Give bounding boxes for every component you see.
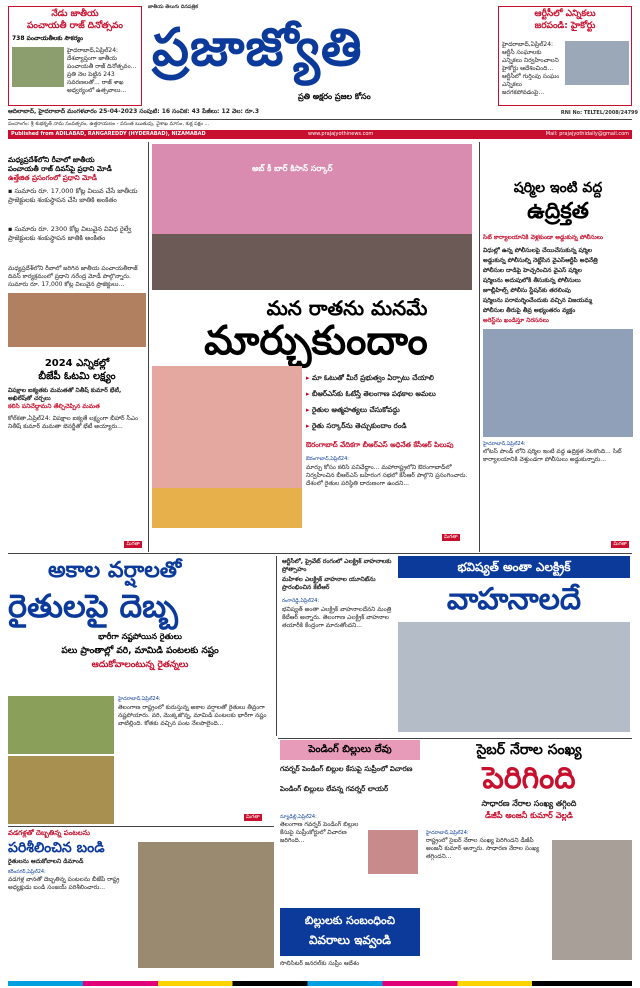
bandi-body: వడగళ్ల వానతో దెబ్బతిన్న పంటలను బీజేపీ రాష్ట్ర అధ్యక్షుడు బండి సంజయ్ పరిశీలించారు... — [8, 876, 120, 891]
ev-head1: భవిష్యత్ అంతా ఎలక్ట్రిక్ — [457, 560, 571, 574]
right-col — [483, 142, 633, 552]
ev-photo — [398, 622, 630, 732]
left-sub2: విపక్షాల ఐక్యతకు మమతతో నితీష్ కుమార్ భేటీ, అఖిలేష్‌తో చర్చలు — [8, 387, 122, 402]
vdivider-mid — [276, 556, 277, 736]
divider-mid — [8, 553, 632, 554]
center-bullet-4: ▸ రైతు సర్కార్‌ను తెచ్చుకుందాం రండి — [306, 418, 476, 434]
cyber-box — [426, 740, 632, 980]
divider-lower — [278, 738, 632, 739]
center-body: మార్చు కోసం కలిసి పనిచేద్దాం... మహారాష్ట్రలోని ఔరంగాబాద్‌లో నిర్వహించిన బీఆర్ఎస్ బహిరంగ సభలో కేసీఆర్ పాల్గొని ప్రసంగించారు. దేశంలో రైతుల పరిస్థితి దారుణంగా ఉందని... — [306, 464, 468, 487]
rain-more-tag[interactable]: మిగతా — [246, 814, 260, 820]
left-head2b: బీజేపీ ఓటమి లక్ష్యం — [38, 371, 116, 382]
bandi-sub: రైతులను ఆదుకోవాలని డిమాండ్ — [8, 858, 84, 865]
rain-photo-1 — [8, 696, 114, 754]
right-caption: అరెస్ట్‌ను ఖండిస్తూ నిరసనలు — [483, 317, 549, 324]
left-bullet-1: ▪ సుమారు రూ. 17,000 కోట్ల విలువ చేసే జాతీయ ప్రాజెక్టులకు శంకుస్థాపన చేసి జాతికి అంకితం — [8, 187, 146, 223]
masthead-logo: ప్రజాజ్యోతి — [152, 17, 363, 78]
corner-left-box — [8, 6, 142, 106]
right-line-3: పోలీసుల దాడిపై హెచ్చరించిన వైఎస్ షర్మిల — [483, 267, 582, 274]
bills-head1: బిల్లులకు సంబంధించి — [304, 914, 396, 927]
cyber-sub: సాధారణ నేరాల సంఖ్య తగ్గింది — [481, 799, 577, 808]
right-body: లోటస్ పాండ్ లోని షర్మిల ఇంటి వద్ద ఉద్రిక్తత నెలకొంది... సిట్ కార్యాలయానికి వెళ్తుండగా పోలీసులు అడ్డుకున్నారు... — [483, 448, 622, 463]
corner-right-photo — [565, 41, 629, 85]
pending-head-box — [280, 740, 420, 760]
masthead-tagline-bottom: ప్రతి అక్షరం ప్రజల కోసం — [298, 92, 371, 101]
center-bullet-1: ▸ మా ఓటుతో మీరే ప్రభుత్వం ఏర్పాటు చేయాలి — [306, 370, 476, 386]
ev-side2: మహిళల ఎలక్ట్రిక్ వాహనాల యూనిట్‌ను ప్రారంభించిన కేటీఆర్ — [282, 576, 376, 591]
vdivider-left — [148, 142, 149, 552]
right-head1: షర్మిల ఇంటి వద్ద — [513, 180, 603, 196]
corner-left-title1: నేడు జాతీయ — [51, 9, 99, 19]
center-headline2: మార్చుకుందాం — [204, 318, 428, 364]
rain-dateline: హైదరాబాద్‌,ఏప్రిల్24: — [118, 696, 161, 702]
masthead — [148, 4, 492, 108]
pending-body: తెలంగాణ గవర్నర్ పెండింగ్ బిల్లుల కేసుపై సుప్రీంకోర్టులో విచారణ జరిగింది... — [280, 821, 359, 844]
pending-sub2: పెండింగ్ బిల్లులు లేవన్న గవర్నర్ లాయర్ — [280, 785, 389, 793]
divider-bottom-left — [8, 826, 274, 827]
right-more-tag[interactable]: మిగతా — [613, 541, 627, 547]
left-head1: మధ్యప్రదేశ్‌లోని రీవాలో జాతీయ — [8, 156, 95, 164]
published-bar — [8, 130, 632, 139]
panchangam-line: పంచాంగం: శ్రీ శుభకృత్ నామ సంవత్సరం, ఉత్తరాయణం - వసంత ఋతువు, వైశాఖ మాసం, శుక్ల పక్షం ... — [8, 121, 210, 127]
ev-dateline: రంగారెడ్డి,ఏప్రిల్24: — [282, 598, 320, 604]
right-line-7: పోలీసుల తీరుపై తీవ్ర అభ్యంతరం వ్యక్తం — [483, 307, 576, 314]
right-line-5: జూబ్లీహిల్స్ పోలీసు స్టేషన్‌కు తరలింపు — [483, 287, 571, 294]
bandi-dateline: కరీంనగర్,ఏప్రిల్24: — [8, 869, 46, 875]
corner-right-title1: ఆర్టీసీలో ఎన్నికలు — [534, 9, 596, 19]
ev-body: భవిష్యత్ అంతా ఎలక్ట్రిక్ వాహనాలదేనని మంత్రి కేటీఆర్ అన్నారు. తెలంగాణ ఎలక్ట్రిక్ వాహనాల తయారీకి కేంద్రంగా మారుతోందని... — [282, 606, 392, 629]
left-body2: కోల్‌కతా,ఏప్రిల్24: విపక్షాల ఐక్యతే లక్ష్యంగా బీహార్ సీఎం నితీష్ కుమార్ మమతా బెనర్జీతో భేటీ అయ్యారు... — [8, 415, 139, 430]
right-sub: సిట్ కార్యాలయానికి వెళ్లకుండా అడ్డుకున్న పోలీసులు — [483, 234, 603, 241]
color-strip — [8, 981, 632, 986]
email-text[interactable]: Mail: prajajyothidaily@gmail.com — [545, 131, 629, 137]
left-head3: ఉత్తేజిత ప్రసంగంలో ప్రధాని మోడీ — [8, 174, 97, 182]
divider-top — [8, 119, 632, 120]
left-sub2b: కలిసి పనిచేద్దామని తేల్చిచెప్పిన మమత — [8, 403, 100, 410]
right-line-1: విధుల్లో ఉన్న పోలీసులపై చేయిచేసుకున్న షర్మిల — [483, 247, 592, 254]
rain-head2: రైతులపై దెబ్బ — [8, 587, 178, 625]
center-kcr-photo — [152, 366, 302, 528]
pending-box — [280, 740, 420, 980]
cyber-sub2: డీజీపీ అంజనీ కుమార్ వెల్లడి — [485, 811, 573, 820]
bandi-head: పరిశీలించిన బండి — [8, 840, 105, 856]
center-banner-text: అబ్ కీ బార్ కిసాన్ సర్కార్ — [252, 164, 333, 173]
info-bar — [8, 108, 498, 118]
left-head2: పంచాయతీ రాజ్ దివస్‌పై ప్రధాని మోడీ — [8, 165, 112, 173]
corner-left-photo — [12, 47, 64, 87]
corner-left-body: హైదరాబాద్,ఏప్రిల్24: దేశవ్యాప్తంగా జాతీయ పంచాయతీ రాజ్ దినోత్సవం... ప్రతి నెల పెట్టిన 243 సవరణలతో... రాజ్ శాఖ అధ్వర్యంలో ఉత్సవాలు... — [67, 47, 137, 94]
pending-sub: గవర్నర్ పెండింగ్ బిల్లుల కేసుపై సుప్రీంలో విచారణ — [280, 765, 413, 773]
bills-sub: సొలిసిటర్ జనరల్‌కు సుప్రీం ఆదేశం — [280, 960, 360, 967]
right-photo-sharmila — [483, 329, 633, 437]
ev-story — [280, 556, 632, 736]
rain-sub1: భారీగా నష్టపోయిన రైతులు — [98, 632, 182, 641]
center-banner-crowd — [152, 234, 472, 290]
corner-right-body: హైదరాబాద్,ఏప్రిల్24: ఆర్టీసీ సంఘాలకు ఎన్నికలు నిర్వహించాలని హైకోర్టు ఆదేశించింది... ఆర్టీసీలో గుర్తింపు సంఘం ఎన్నికలు జరగకపోవడంపై... — [502, 41, 560, 96]
center-banner-photo — [152, 144, 472, 290]
bandi-photo — [138, 842, 274, 968]
right-dateline: హైదరాబాద్,ఏప్రిల్24: — [483, 441, 526, 447]
bandi-story — [8, 828, 274, 980]
left-body1: మధ్యప్రదేశ్‌లోని రీవాలో జరిగిన జాతీయ పంచాయతీరాజ్ దివస్ కార్యక్రమంలో ప్రధాని నరేంద్ర మోడీ పాల్గొన్నారు. సుమారు రూ. 17,000 కోట్ల విలువైన ప్రాజెక్టులు... — [8, 265, 138, 288]
rni-number: RNI No: TELTEL/2008/24799 — [560, 110, 638, 116]
cyber-dateline: హైదరాబాద్,ఏప్రిల్24: — [426, 830, 469, 836]
center-bottom-line: ఔరంగాబాద్ వేదికగా బీఆర్ఎస్ అధినేత కేసీఆర్ పిలుపు — [306, 441, 454, 449]
vdivider-right — [479, 142, 480, 552]
left-more-tag[interactable]: మిగతా — [126, 541, 140, 547]
left-col — [8, 142, 146, 552]
center-more-tag[interactable]: మిగతా — [444, 534, 458, 540]
published-text: Published from ADILABAD, RANGAREDDY (HYDERABAD), NIZAMABAD — [11, 131, 206, 137]
center-headline1: మన రాతను మనమే — [266, 296, 428, 320]
rain-sub2: పలు ప్రాంతాల్లో వరి, మామిడి పంటలకు నష్టం — [61, 646, 219, 656]
pending-head: పెండింగ్ బిల్లులు లేవు — [308, 744, 392, 755]
right-line-4: షర్మిలను అదుపులోకి తీసుకున్న పోలీసులు — [483, 277, 581, 284]
right-line-6: షర్మిలను పరామర్శించేందుకు వచ్చిన విజయమ్మ — [483, 297, 592, 304]
center-dateline: ఔరంగాబాద్,ఏప్రిల్24: — [306, 456, 349, 462]
cyber-head2: పెరిగింది — [482, 761, 576, 796]
website-text[interactable]: www.prajajyothinews.com — [308, 131, 374, 137]
corner-left-subhead: 738 పంచాయతీలకు సౌకర్యం — [12, 35, 83, 42]
cyber-head1: సైబర్ నేరాల సంఖ్య — [476, 742, 582, 758]
bandi-kicker: వడగళ్లతో దెబ్బతిన్న పంటలను — [8, 829, 90, 837]
right-line-2: అడ్డుకున్న పోలీసుల్ని నెట్టేసిన వైఎస్ఆర్టీపీ అధినేత్రి — [483, 257, 598, 264]
right-head2: ఉద్రిక్తత — [527, 199, 589, 224]
rain-head1: అకాల వర్షాలతో — [48, 558, 182, 583]
bills-head-box — [280, 908, 420, 956]
ev-head-box — [398, 556, 630, 578]
rain-sub3: ఆదుకోవాలంటున్న రైతన్నలు — [91, 660, 189, 670]
info-line: ఆదిలాబాద్, హైదరాబాద్ మంగళవారం 25-04-2023 సంపుటి: 16 సంచిక: 43 పేజీలు: 12 వెల: రూ.3 — [8, 108, 260, 115]
corner-left-title2: పంచాయతీ రాజ్ దినోత్సవం — [27, 21, 123, 31]
corner-right-box — [498, 6, 632, 106]
masthead-tagline-top: జాతీయ తెలుగు దినపత్రిక — [148, 4, 198, 10]
center-bullet-2: ▸ బీఆర్ఎస్‌కు ఓటేస్తే తెలంగాణ పథకాల అమలు — [306, 386, 476, 402]
center-bullet-3: ▸ రైతుల ఆత్మహత్యలు చేసుకోవద్దు — [306, 402, 476, 418]
cyber-body: రాష్ట్రంలో సైబర్ నేరాల సంఖ్య పెరిగిందని డీజీపీ అంజనీ కుమార్ అన్నారు. సాధారణ నేరాల సంఖ్య తగ్గిందని... — [426, 837, 540, 860]
bills-head2: వివరాలు ఇవ్వండి — [308, 933, 391, 947]
cyber-photo-dgp — [552, 840, 632, 960]
center-kcr-flowers — [152, 488, 302, 528]
rain-photo-2 — [8, 756, 114, 824]
rain-body: తెలంగాణ రాష్ట్రంలో కురుస్తున్న అకాల వర్షాలతో రైతులు తీవ్రంగా నష్టపోయారు. వరి, మొక్కజొన్న, మామిడి పంటలకు భారీగా నష్టం వాటిల్లింది. కోతకు వచ్చిన పంట నేలపాలైంది... — [118, 704, 267, 727]
pending-dateline: న్యూఢిల్లీ,ఏప్రిల్24: — [280, 814, 317, 820]
left-bullet-2: ▪ సుమారు రూ. 2300 కోట్ల విలువైన వివిధ రైల్వే ప్రాజెక్టులకు శంకుస్థాపన జాతికి అంకితం — [8, 225, 146, 261]
pending-photo-governor — [368, 830, 418, 874]
left-head2a: 2024 ఎన్నికల్లో — [44, 358, 110, 369]
ev-head2: వాహనాలదే — [446, 582, 582, 617]
left-photo-modi — [8, 293, 146, 347]
corner-right-title2: జరపండి: హైకోర్టు — [534, 21, 596, 31]
ev-side: ఆర్టీసీలో, ప్రైవేట్ రంగంలో ఎలక్ట్రిక్ వాహనాలకు ప్రోత్సాహం — [282, 558, 392, 573]
